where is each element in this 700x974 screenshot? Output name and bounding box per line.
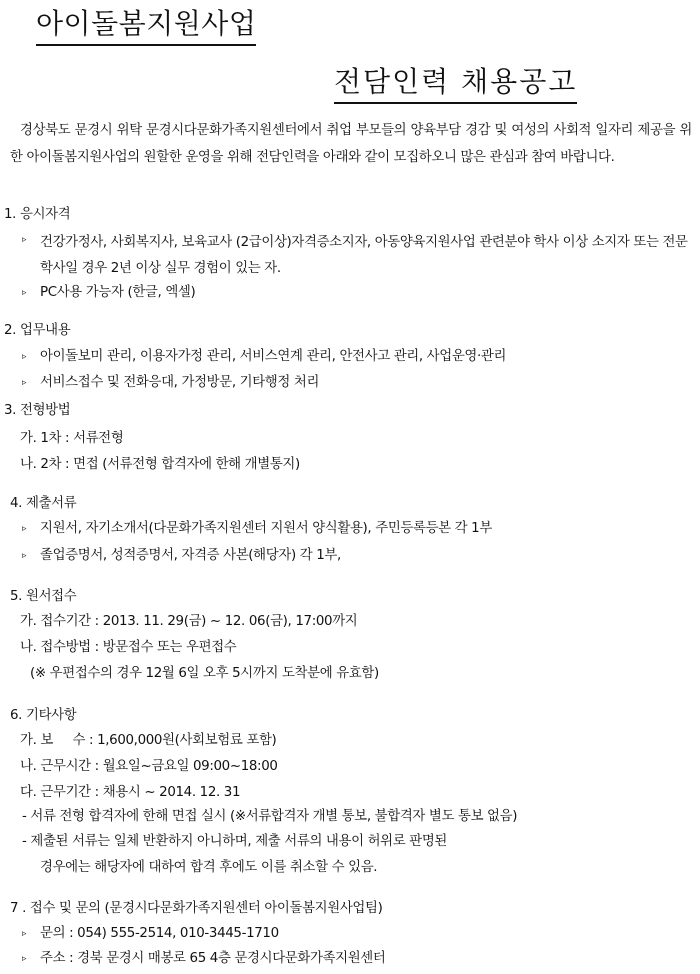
bullet-icon: ▹ (22, 524, 27, 534)
notice-title: 아이돌봄지원사업 (36, 6, 256, 46)
application-method: 나. 접수방법 : 방문접수 또는 우편접수 (20, 640, 237, 655)
contact-address: 주소 : 경북 문경시 매봉로 65 4층 문경시다문화가족지원센터 (40, 951, 386, 966)
documents-note-line-2: 경우에는 해당자에 대하여 합격 후에도 이를 취소할 수 있음. (40, 860, 378, 875)
section-5-heading: 5. 원서접수 (10, 589, 77, 604)
section-4-heading: 4. 제출서류 (10, 496, 77, 511)
duty-item-1: 아이돌보미 관리, 이용자가정 관리, 서비스연계 관리, 안전사고 관리, 사업운영·관리 (40, 349, 507, 364)
section-1-heading: 1. 응시자격 (4, 207, 71, 222)
salary-line: 가. 보 수 : 1,600,000원(사회보험료 포함) (20, 733, 277, 748)
bullet-icon: ▹ (22, 235, 27, 245)
document-item-2: 졸업증명서, 성적증명서, 자격증 사본(해당자) 각 1부, (40, 548, 341, 563)
application-note: (※ 우편접수의 경우 12월 6일 오후 5시까지 도착분에 유효함) (30, 666, 379, 681)
interview-note: - 서류 전형 합격자에 한해 면접 실시 (※서류합격자 개별 통보, 불합격자 별도 통보 없음) (22, 809, 518, 824)
bullet-icon: ▹ (22, 551, 27, 561)
bullet-icon: ▹ (22, 352, 27, 362)
document-item-1: 지원서, 자기소개서(다문화가족지원센터 지원서 양식활용), 주민등록등본 각 1부 (40, 521, 492, 536)
bullet-icon: ▹ (22, 378, 27, 388)
section-7-heading: 7 . 접수 및 문의 (문경시다문화가족지원센터 아이돌봄지원사업팀) (10, 901, 383, 916)
work-period-line: 다. 근무기간 : 채용시 ~ 2014. 12. 31 (20, 785, 241, 800)
bullet-icon: ▹ (22, 954, 27, 964)
work-hours-line: 나. 근무시간 : 월요일~금요일 09:00~18:00 (20, 759, 278, 774)
section-2-heading: 2. 업무내용 (4, 323, 71, 338)
duty-item-2: 서비스접수 및 전화응대, 가정방문, 기타행정 처리 (40, 375, 320, 390)
selection-line-1: 가. 1차 : 서류전형 (20, 431, 124, 446)
contact-phone: 문의 : 054) 555-2514, 010-3445-1710 (40, 926, 279, 941)
bullet-icon: ▹ (22, 929, 27, 939)
bullet-icon: ▹ (22, 288, 27, 298)
selection-line-2: 나. 2차 : 면접 (서류전형 합격자에 한해 개별통지) (20, 457, 300, 472)
qualification-item-1: 건강가정사, 사회복지사, 보육교사 (2급이상)자격증소지자, 아동양육지원사업 관련분야 학사 이상 소지자 또는 전문학사일 경우 2년 이상 실무 경험이 있는 자. (40, 235, 688, 276)
qualification-item-2: PC사용 가능자 (한글, 엑셀) (40, 285, 196, 300)
section-6-heading: 6. 기타사항 (10, 708, 77, 723)
notice-subtitle: 전담인력 채용공고 (334, 64, 577, 104)
application-period: 가. 접수기간 : 2013. 11. 29(금) ~ 12. 06(금), 17:00까지 (20, 614, 358, 629)
section-3-heading: 3. 전형방법 (4, 403, 71, 418)
documents-note-line-1: - 제출된 서류는 일체 반환하지 아니하며, 제출 서류의 내용이 허위로 판명된 (22, 834, 448, 849)
intro-paragraph: 경상북도 문경시 위탁 문경시다문화가족지원센터에서 취업 부모들의 양육부담 경감 및 여성의 사회적 일자리 제공을 위한 아이돌봄지원사업의 원할한 운영을 위해 전담인력을 아래와 같이 모집하오니 많은 관심과 참여 바랍니다. (10, 123, 692, 165)
